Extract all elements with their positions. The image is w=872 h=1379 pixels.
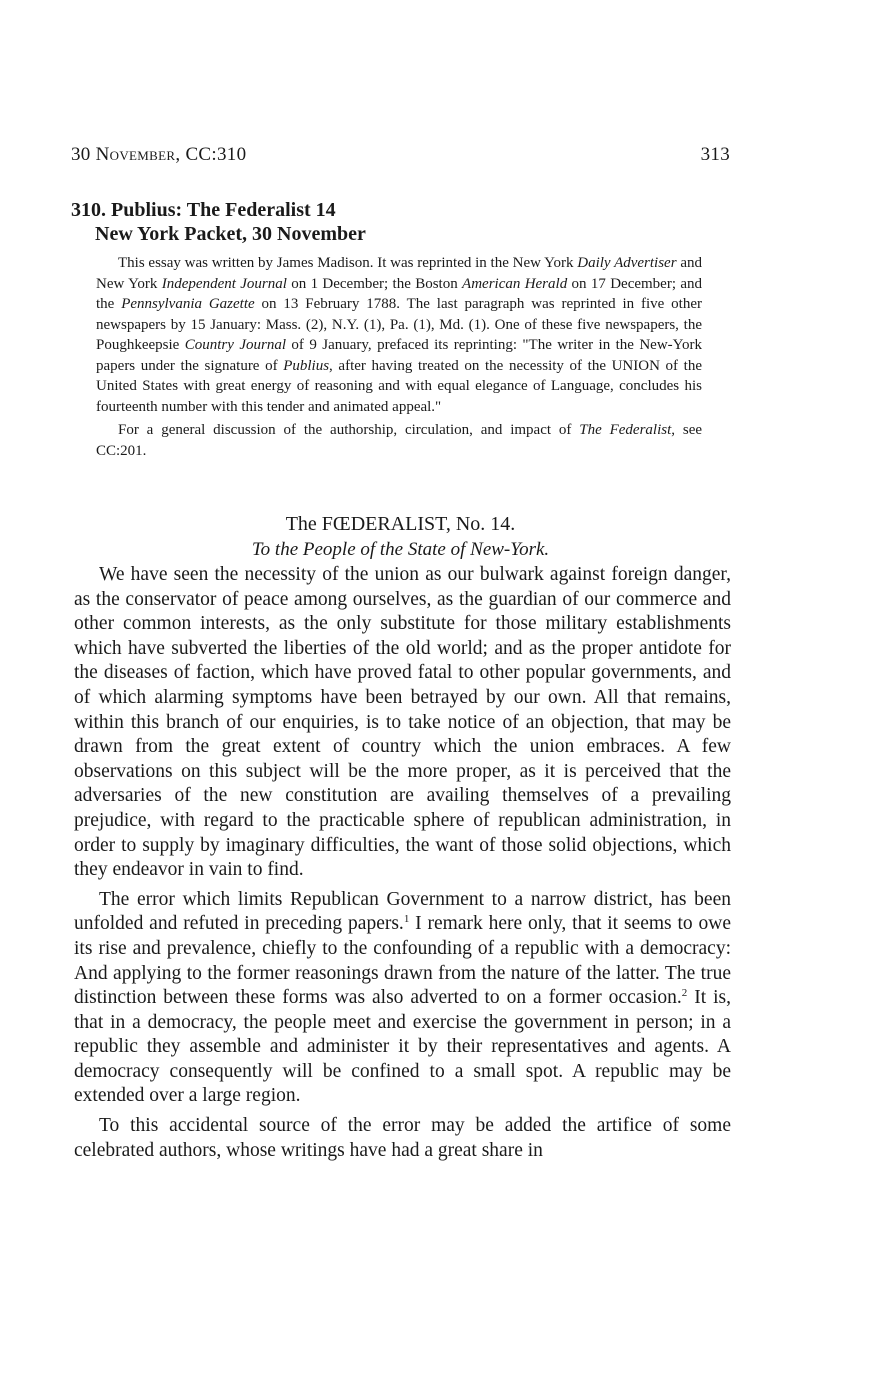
essay-address: To the People of the State of New-York. bbox=[251, 539, 550, 560]
text-run: I remark here only, that it seems to owe its rise and prevalence, chiefly to the confounding of a republic with a democracy: And applying to the former reasonings drawn from the nature of the latter. The true distinction between these forms was also adverted to on a former occasion. bbox=[74, 913, 731, 1009]
headnote-paragraph bbox=[96, 253, 702, 417]
italic-text: Country Journal bbox=[184, 337, 286, 353]
page-number: 313 bbox=[700, 144, 730, 165]
running-head-doc-ref: , CC:310 bbox=[175, 144, 247, 165]
headnote-paragraph bbox=[96, 420, 702, 461]
footnote-marker: 1 bbox=[403, 913, 410, 926]
italic-text: American Herald bbox=[462, 275, 568, 292]
text-run: on 13 February 1788. The last paragraph was reprinted in five other newspapers by 15 January: Mass. (2), N.Y. (1), Pa. (1), Md. (1). One of these five newspapers, the Poughkeepsie bbox=[96, 296, 702, 353]
essay-body bbox=[74, 563, 731, 1163]
text-run: of 9 January, prefaced its reprinting: "The writer in the New-York papers under the signature of bbox=[96, 337, 702, 374]
italic-text: Pennsylvania Gazette bbox=[121, 296, 255, 312]
footnote-marker: 2 bbox=[681, 987, 688, 1000]
essay-paragraph bbox=[74, 888, 731, 1109]
italic-text: Daily Advertiser bbox=[577, 255, 677, 271]
text-run: on 17 December; and the bbox=[96, 275, 702, 312]
italic-text: Publius bbox=[283, 357, 330, 374]
essay-paragraph bbox=[74, 563, 731, 883]
running-head-date: 30 bbox=[71, 144, 96, 165]
text-run: and New York bbox=[96, 255, 702, 292]
text-run: For a general discussion of the authorship, circulation, and impact of bbox=[118, 422, 580, 438]
text-run: We have seen the necessity of the union as our bulwark against foreign danger, as the conservator of peace among ourselves, as the guardian of our commerce and other common interests, as the only substitute for those military establishments which have subverted the liberties of the old world; and as the proper antidote for the diseases of faction, which have proved fatal to other popular governments, and of which alarming symptoms have been betrayed by our own. All that remains, within this branch of our enquiries, is to take notice of an objection, that may be drawn from the great extent of country which the union embraces. A few observations on this subject will be the more proper, as it is perceived that the adversaries of the new constitution are availing themselves of a prevailing prejudice, with regard to the practicable sphere of republican administration, in order to supply by imaginary difficulties, the want of those solid objections, which they endeavor in vain to find. bbox=[74, 564, 731, 881]
text-run: To this accidental source of the error may be added the artifice of some celebrated authors, whose writings have had a great share in bbox=[74, 1115, 731, 1161]
running-head-reference bbox=[71, 144, 246, 166]
italic-text: The Federalist bbox=[579, 422, 672, 438]
italic-text: Independent Journal bbox=[161, 275, 287, 292]
essay-title: The FŒDERALIST, No. 14. bbox=[285, 513, 516, 535]
text-run: It is, that in a democracy, the people meet and exercise the government in person; in a republic they assemble and administer it by their representatives and agents. A democracy consequently will be confined to a small spot. A republic may be extended over a large region. bbox=[74, 987, 731, 1107]
text-run: , after having treated on the necessity of the UNION of the United States with great energy of reasoning and with equal elegance of Language, concludes his fourteenth number with this tender and animated appeal." bbox=[96, 357, 702, 415]
text-run: This essay was written by James Madison. It was reprinted in the New York bbox=[118, 255, 578, 271]
document-title: 310. Publius: The Federalist 14 bbox=[71, 199, 336, 221]
text-run: The error which limits Republican Government to a narrow district, has been unfolded and refuted in preceding papers. bbox=[74, 888, 731, 935]
editorial-headnote bbox=[96, 253, 702, 461]
text-run: , see CC:201. bbox=[96, 422, 703, 459]
running-head-month: November bbox=[95, 144, 176, 165]
document-source: New York Packet, 30 November bbox=[95, 223, 366, 245]
document-heading bbox=[71, 198, 366, 246]
essay-paragraph bbox=[74, 1114, 731, 1163]
text-run: on 1 December; the Boston bbox=[286, 275, 463, 292]
